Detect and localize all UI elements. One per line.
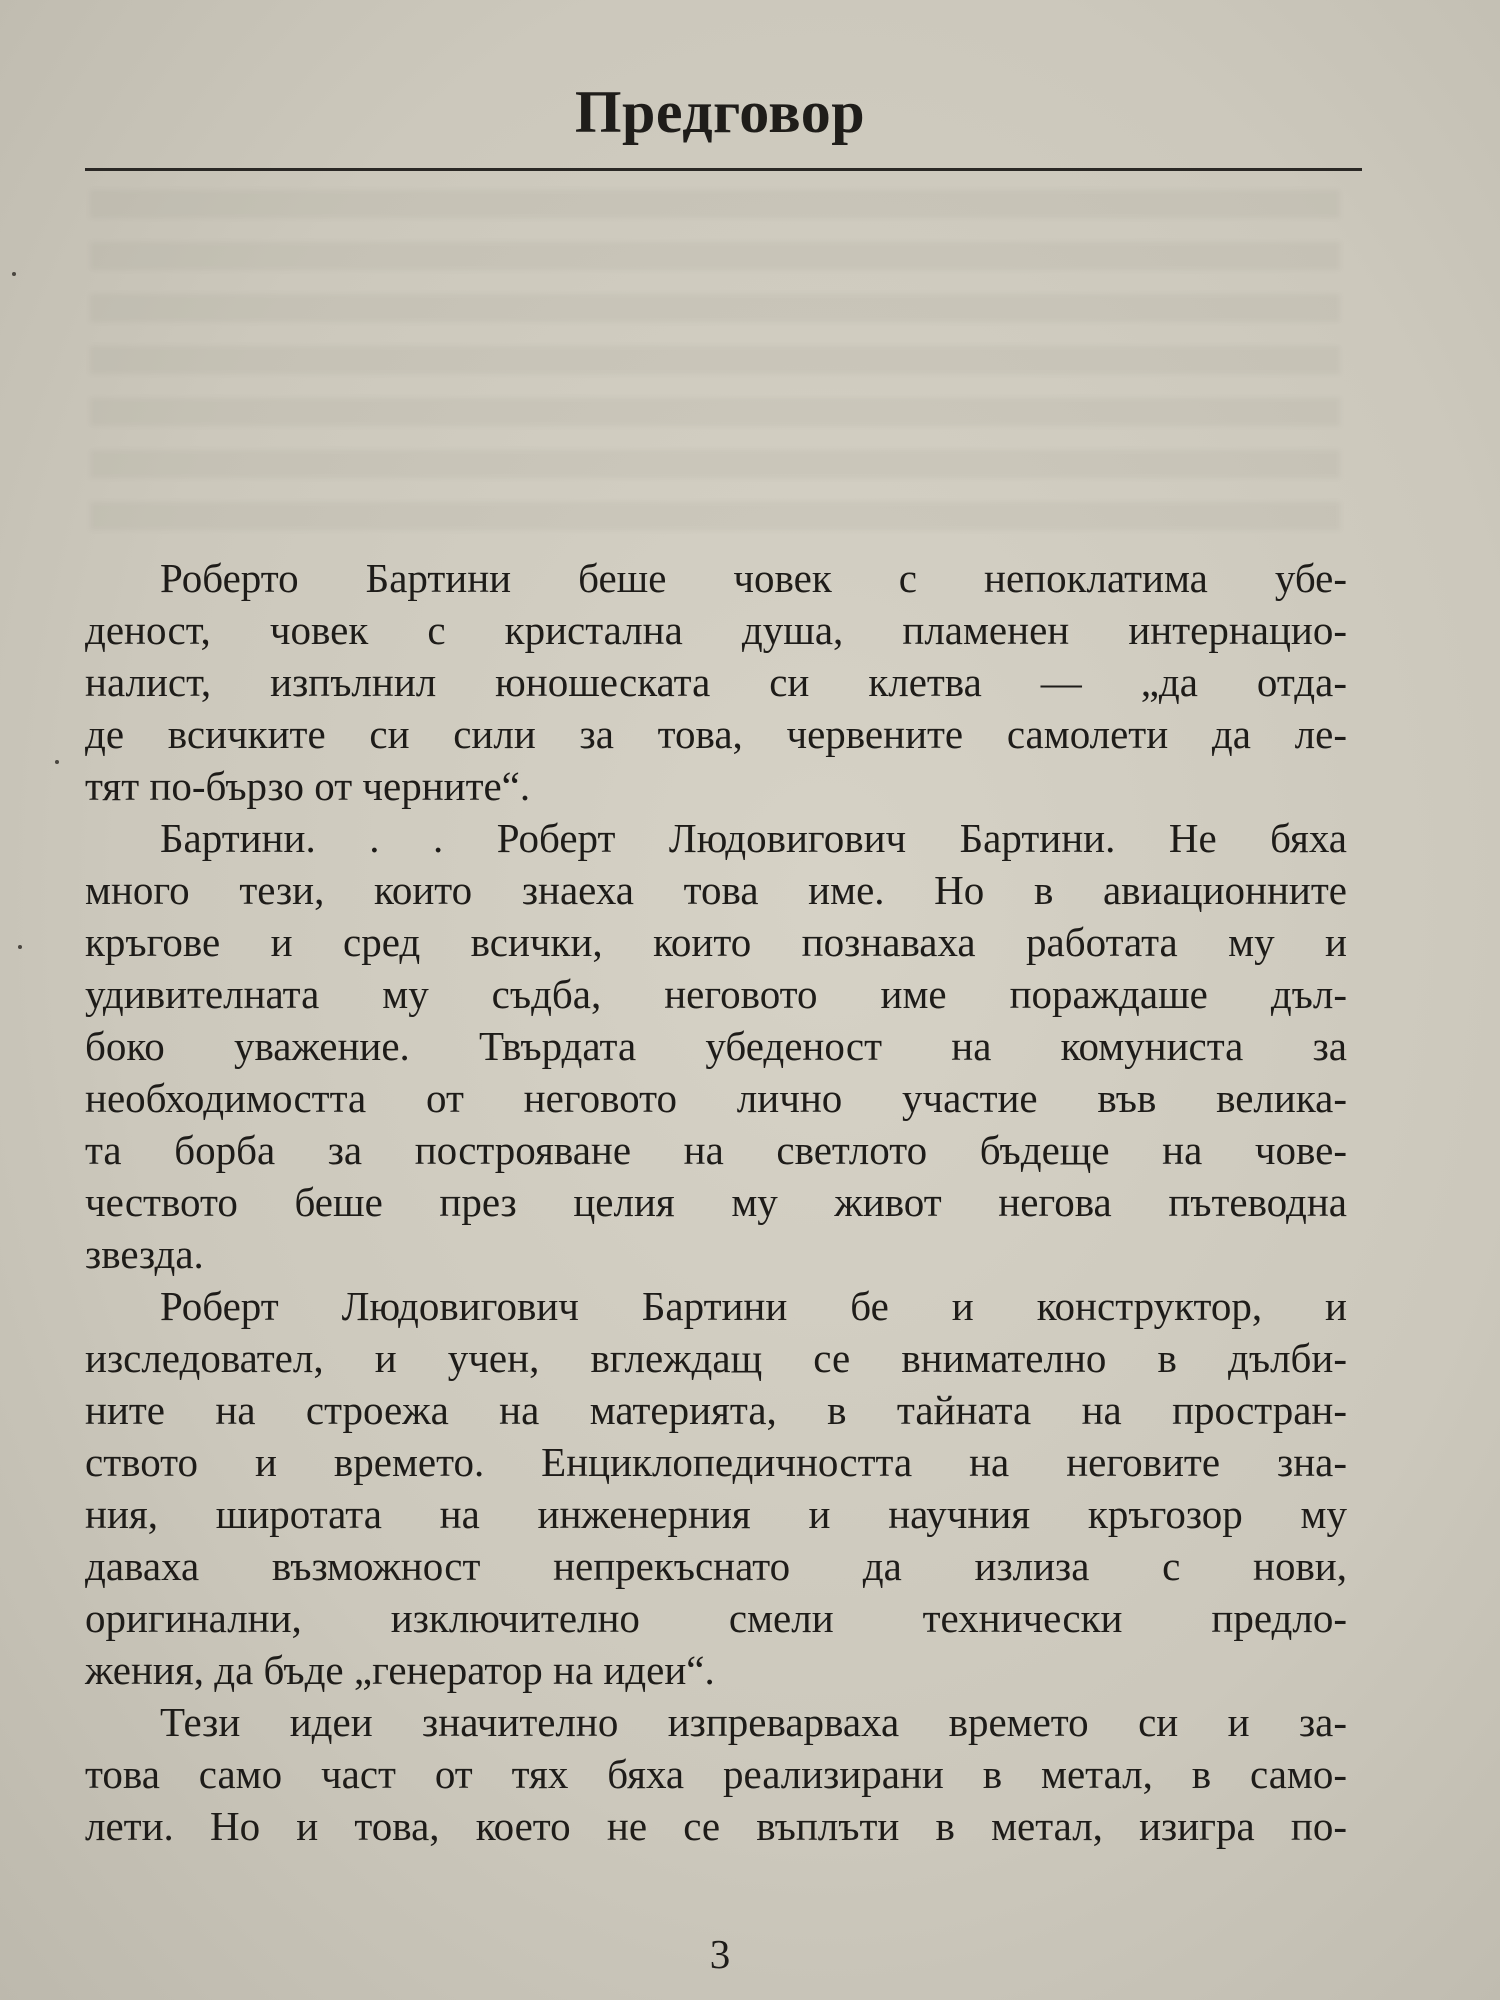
text-line: налист, изпълнил юношеската си клетва — „да отда- xyxy=(85,659,1347,705)
paper-speck xyxy=(55,760,59,764)
text-line: необходимостта от неговото лично участие във велика- xyxy=(85,1075,1347,1121)
show-through-shadow xyxy=(90,190,1340,530)
text-line: деност, човек с кристална душа, пламенен интернацио- xyxy=(85,607,1347,653)
text-line: чеството беше през целия му живот негова пътеводна xyxy=(85,1179,1347,1225)
text-line: ния, широтата на инженерния и научния кръгозор му xyxy=(85,1491,1347,1537)
text-line: Тези идеи значително изпреварваха времето си и за- xyxy=(160,1699,1347,1745)
text-line: изследовател, и учен, вглеждащ се внимателно в дълби- xyxy=(85,1335,1347,1381)
page-number: 3 xyxy=(709,1931,731,1977)
text-line: Роберт Людовигович Бартини бе и конструктор, и xyxy=(160,1283,1347,1329)
text-line: удивителната му съдба, неговото име пораждаше дъл- xyxy=(85,971,1347,1017)
text-line: та борба за построяване на светлото бъдеще на чове- xyxy=(85,1127,1347,1173)
paper-speck xyxy=(18,945,22,949)
text-line: кръгове и сред всички, които познаваха работата му и xyxy=(85,919,1347,965)
text-line: ството и времето. Енциклопедичността на неговите зна- xyxy=(85,1439,1347,1485)
title-rule xyxy=(85,168,1362,171)
chapter-title: Предговор xyxy=(574,79,866,145)
text-line: Бартини. . . Роберт Людовигович Бартини. Не бяха xyxy=(160,815,1347,861)
text-line: оригинални, изключително смели технически предло- xyxy=(85,1595,1347,1641)
paper-speck xyxy=(12,272,16,276)
text-line: де всичките си сили за това, червените самолети да ле- xyxy=(85,711,1347,757)
text-line: това само част от тях бяха реализирани в метал, в само- xyxy=(85,1751,1347,1797)
text-line: ните на строежа на материята, в тайната на простран- xyxy=(85,1387,1347,1433)
text-line: жения, да бъде „генератор на идеи“. xyxy=(85,1647,715,1693)
text-line: даваха възможност непрекъснато да излиза с нови, xyxy=(85,1543,1347,1589)
text-line: много тези, които знаеха това име. Но в авиационните xyxy=(85,867,1347,913)
text-line: Роберто Бартини беше човек с непоклатима убе- xyxy=(160,555,1347,601)
text-line: тят по-бързо от черните“. xyxy=(85,763,531,809)
text-line: лети. Но и това, което не се въплъти в метал, изигра по- xyxy=(85,1803,1347,1849)
body-text xyxy=(85,552,1347,1852)
text-line: звезда. xyxy=(85,1231,204,1277)
text-line: боко уважение. Твърдата убеденост на комуниста за xyxy=(85,1023,1347,1069)
